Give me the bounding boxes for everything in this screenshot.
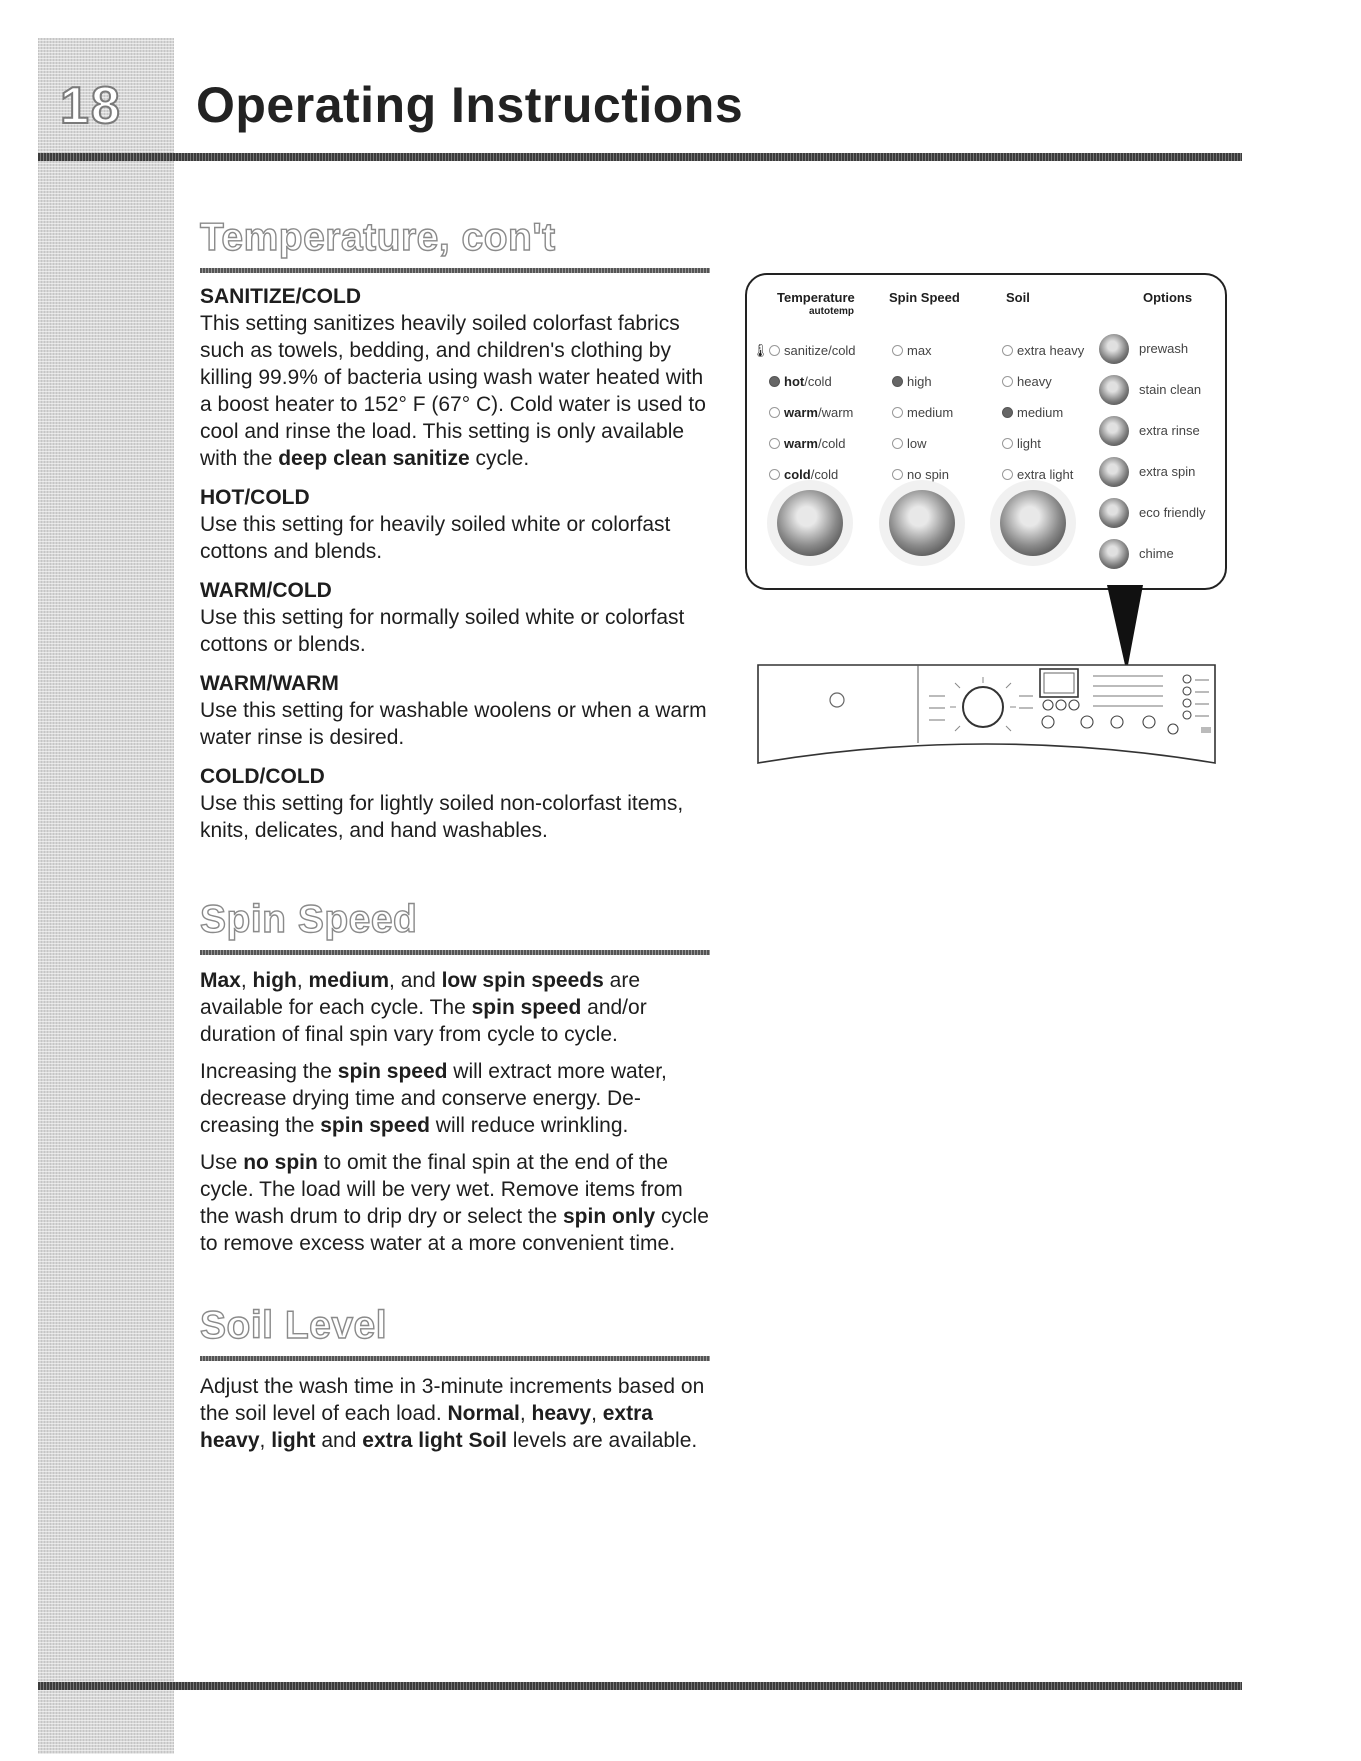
indicator-light-icon: [769, 407, 780, 418]
option-label: prewash: [1139, 341, 1189, 356]
soil-header: Soil: [1006, 290, 1030, 305]
option-label: extra rinse: [1139, 423, 1200, 438]
heading-cold-cold: COLD/COLD: [200, 765, 325, 788]
option-label: stain clean: [1139, 382, 1202, 397]
temp-option-sanitize-cold[interactable]: sanitize/cold: [769, 343, 856, 358]
options-header: Options: [1143, 290, 1193, 305]
extra-rinse-button[interactable]: [1099, 416, 1129, 446]
indicator-light-icon: [1002, 438, 1013, 449]
indicator-light-icon: [892, 469, 903, 480]
spin-option-high[interactable]: high: [892, 374, 932, 389]
stain-clean-button[interactable]: [1099, 375, 1129, 405]
heading-warm-warm: WARM/WARM: [200, 672, 339, 695]
soil-option-heavy[interactable]: heavy: [1002, 374, 1052, 389]
bottom-rule: [38, 1682, 1242, 1690]
indicator-light-icon: [769, 438, 780, 449]
paragraph-soil: Adjust the wash time in 3-minute increments based on the soil level of each load. Normal, heavy, extra heavy, light and extra light Soil levels are available.: [200, 1375, 705, 1452]
temperature-header: Temperature: [777, 290, 855, 305]
paragraph-warm-warm: Use this setting for washable woolens or when a warm water rinse is desired.: [200, 699, 707, 749]
extra-spin-button[interactable]: [1099, 457, 1129, 487]
spin-option-medium[interactable]: medium: [892, 405, 953, 420]
heading-warm-cold: WARM/COLD: [200, 579, 332, 602]
temp-option-hot-cold[interactable]: hot/cold: [769, 374, 832, 389]
spin-speed-section: [200, 896, 710, 1267]
paragraph-spin-1: Max, high, medium, and low spin speeds are available for each cycle. The spin speed and/or duration of final spin vary from cycle to cycle.: [200, 969, 647, 1046]
temperature-section: [200, 214, 710, 854]
section-rule: [200, 268, 710, 273]
control-panel-detail: [745, 273, 1227, 590]
indicator-light-icon: [892, 345, 903, 356]
spin-speed-button[interactable]: [889, 490, 955, 556]
paragraph-hot-cold: Use this setting for heavily soiled white or colorfast cottons and blends.: [200, 513, 671, 563]
indicator-light-icon: [1002, 376, 1013, 387]
paragraph-spin-3: Use no spin to omit the final spin at the end of the cycle. The load will be very wet. Remove items from the wash drum to drip dry or select the spin only cycle to remove excess water at a more convenient time.: [200, 1151, 709, 1255]
page-sidebar: [38, 38, 174, 1754]
spin-option-max[interactable]: max: [892, 343, 932, 358]
temp-option-warm-cold[interactable]: warm/cold: [769, 436, 845, 451]
spin-option-no-spin[interactable]: no spin: [892, 467, 949, 482]
option-label: extra spin: [1139, 464, 1196, 479]
indicator-light-icon: [1002, 469, 1013, 480]
section-rule: [200, 950, 710, 955]
heading-sanitize-cold: SANITIZE/COLD: [200, 285, 361, 308]
heading-hot-cold: HOT/COLD: [200, 486, 310, 509]
eco-friendly-button[interactable]: [1099, 498, 1129, 528]
page-title: Operating Instructions: [196, 77, 744, 133]
indicator-light-icon: [769, 376, 780, 387]
soil-option-extra-heavy[interactable]: extra heavy: [1002, 343, 1084, 358]
cycle-selector-knob-icon: [963, 687, 1003, 727]
option-label: eco friendly: [1139, 505, 1206, 520]
chime-button[interactable]: [1099, 539, 1129, 569]
option-label: chime: [1139, 546, 1174, 561]
indicator-light-icon: [1002, 345, 1013, 356]
washer-control-panel-illustration: [755, 585, 1235, 765]
temperature-button[interactable]: [777, 490, 843, 556]
paragraph-spin-2: Increasing the spin speed will extract more water, decrease drying time and conserve energy. De-creasing the spin speed will reduce wrinkling.: [200, 1060, 667, 1137]
section-title: Temperature, con't: [200, 216, 556, 259]
indicator-light-icon: [1002, 407, 1013, 418]
power-button-icon: [830, 693, 844, 707]
section-title: Spin Speed: [200, 898, 418, 941]
page-number: 18: [60, 77, 122, 135]
spin-speed-header: Spin Speed: [889, 290, 960, 305]
soil-level-section: [200, 1302, 710, 1464]
soil-option-medium[interactable]: medium: [1002, 405, 1063, 420]
temp-option-warm-warm[interactable]: warm/warm: [769, 405, 853, 420]
indicator-light-icon: [769, 469, 780, 480]
soil-option-light[interactable]: light: [1002, 436, 1041, 451]
indicator-light-icon: [892, 407, 903, 418]
spin-option-low[interactable]: low: [892, 436, 927, 451]
autotemp-label: autotemp: [809, 306, 854, 317]
pointer-arrow-icon: [1107, 585, 1143, 665]
soil-option-extra-light[interactable]: extra light: [1002, 467, 1073, 482]
title-rule: [38, 153, 1242, 161]
section-title: Soil Level: [200, 1304, 388, 1347]
prewash-button[interactable]: [1099, 334, 1129, 364]
paragraph-cold-cold: Use this setting for lightly soiled non-colorfast items, knits, delicates, and hand washables.: [200, 792, 684, 842]
indicator-light-icon: [892, 438, 903, 449]
soil-button[interactable]: [1000, 490, 1066, 556]
paragraph-sanitize-cold: This setting sanitizes heavily soiled colorfast fabrics such as towels, bedding, and children's clothing by killing 99.9% of bacteria using wash water heated with a boost heater to 152° F (67° C). Cold water is used to cool and rinse the load. This setting is only available with the deep clean sanitize cycle.: [200, 312, 706, 470]
indicator-light-icon: [892, 376, 903, 387]
thermometer-icon: 🌡: [752, 343, 769, 358]
section-rule: [200, 1356, 710, 1361]
temp-option-cold-cold[interactable]: cold/cold: [769, 467, 838, 482]
indicator-light-icon: [769, 345, 780, 356]
paragraph-warm-cold: Use this setting for normally soiled white or colorfast cottons or blends.: [200, 606, 685, 656]
